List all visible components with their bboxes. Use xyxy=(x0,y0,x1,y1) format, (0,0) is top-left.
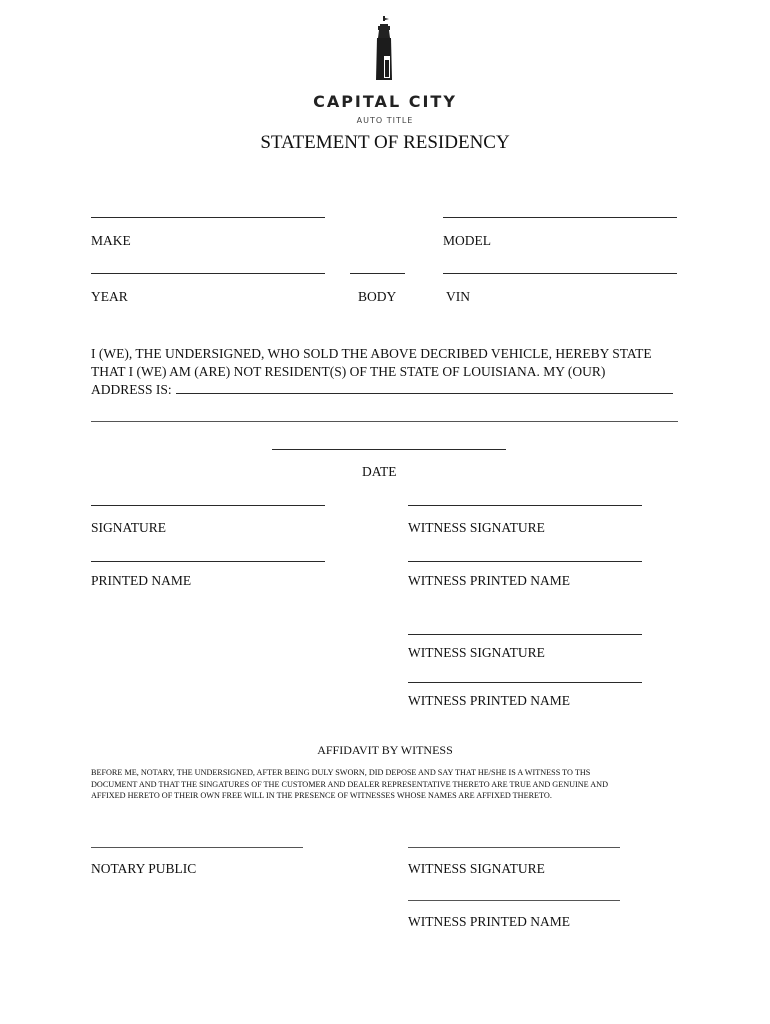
notary-public-field-line[interactable] xyxy=(91,847,303,848)
capital-building-logo-icon xyxy=(370,16,400,86)
address-continuation-line[interactable] xyxy=(91,421,678,422)
affidavit-title: AFFIDAVIT BY WITNESS xyxy=(317,743,453,757)
vin-field-line[interactable] xyxy=(443,273,677,274)
statement-line-2: THAT I (WE) AM (ARE) NOT RESIDENT(S) OF THE STATE OF LOUISIANA. MY (OUR) xyxy=(91,364,606,379)
body-label: BODY xyxy=(358,289,397,304)
address-field-line[interactable] xyxy=(176,381,673,394)
printed-name-label: PRINTED NAME xyxy=(91,573,192,588)
notary-public-label: NOTARY PUBLIC xyxy=(91,861,197,876)
logo-company-name: CAPITAL CITY xyxy=(313,92,457,111)
make-field-line[interactable] xyxy=(91,217,325,218)
signature-label: SIGNATURE xyxy=(91,520,167,535)
witness-signature-2-label: WITNESS SIGNATURE xyxy=(408,645,545,660)
year-field-line[interactable] xyxy=(91,273,325,274)
notary-witness-signature-label: WITNESS SIGNATURE xyxy=(408,861,545,876)
address-label: ADDRESS IS: xyxy=(91,382,172,397)
witness-signature-1-label: WITNESS SIGNATURE xyxy=(408,520,545,535)
notary-witness-signature-field-line[interactable] xyxy=(408,847,620,848)
witness-signature-1-field-line[interactable] xyxy=(408,505,642,506)
make-label: MAKE xyxy=(91,233,131,248)
printed-name-field-line[interactable] xyxy=(91,561,325,562)
document-title: STATEMENT OF RESIDENCY xyxy=(260,132,510,153)
statement-line-3 xyxy=(91,381,691,399)
model-field-line[interactable] xyxy=(443,217,677,218)
residency-statement xyxy=(91,345,691,399)
witness-printed-name-1-label: WITNESS PRINTED NAME xyxy=(408,573,570,588)
statement-line-1: I (WE), THE UNDERSIGNED, WHO SOLD THE ABOVE DECRIBED VEHICLE, HEREBY STATE xyxy=(91,346,652,361)
affidavit-line-2: DOCUMENT AND THAT THE SINGATURES OF THE CUSTOMER AND DEALER REPRESENTATIVE THERETO ARE TRUE AND GENUINE AND xyxy=(91,779,608,789)
logo-company-subtitle: AUTO TITLE xyxy=(356,116,414,125)
signature-field-line[interactable] xyxy=(91,505,325,506)
body-field-line[interactable] xyxy=(350,273,405,274)
year-label: YEAR xyxy=(91,289,128,304)
notary-witness-printed-name-label: WITNESS PRINTED NAME xyxy=(408,914,570,929)
affidavit-text xyxy=(91,767,681,802)
notary-witness-printed-name-field-line[interactable] xyxy=(408,900,620,901)
date-field-line[interactable] xyxy=(272,449,506,450)
model-label: MODEL xyxy=(443,233,491,248)
vin-label: VIN xyxy=(446,289,470,304)
date-label: DATE xyxy=(362,464,397,479)
affidavit-line-3: AFFIXED HERETO OF THEIR OWN FREE WILL IN THE PRESENCE OF WITNESSES WHOSE NAMES ARE AFFIXED THERETO. xyxy=(91,791,552,800)
witness-printed-name-2-label: WITNESS PRINTED NAME xyxy=(408,693,570,708)
witness-printed-name-2-field-line[interactable] xyxy=(408,682,642,683)
witness-signature-2-field-line[interactable] xyxy=(408,634,642,635)
affidavit-line-1: BEFORE ME, NOTARY, THE UNDERSIGNED, AFTER BEING DULY SWORN, DID DEPOSE AND SAY THAT HE/SHE IS A WITNESS TO THS xyxy=(91,768,591,777)
witness-printed-name-1-field-line[interactable] xyxy=(408,561,642,562)
